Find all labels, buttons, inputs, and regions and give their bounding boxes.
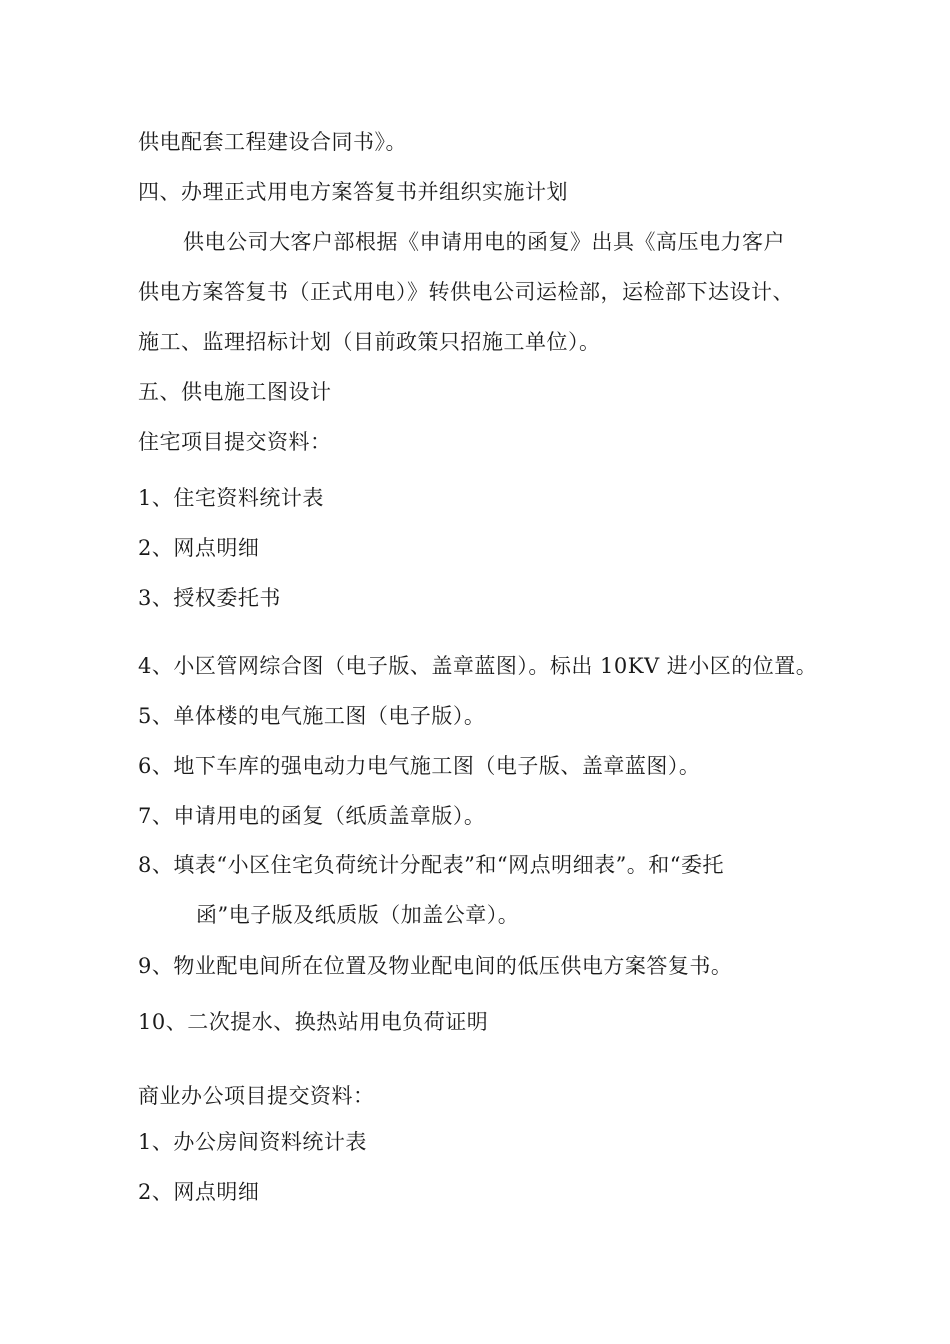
paragraph-line: 供电方案答复书（正式用电）》转供电公司运检部，运检部下达设计、 <box>138 280 794 304</box>
subheading: 住宅项目提交资料： <box>138 430 332 454</box>
list-item: 2、网点明细 <box>138 536 260 560</box>
list-item: 9、物业配电间所在位置及物业配电间的低压供电方案答复书。 <box>138 954 733 978</box>
section-heading: 五、供电施工图设计 <box>138 380 332 404</box>
list-item: 3、授权委托书 <box>138 586 281 610</box>
list-item: 5、单体楼的电气施工图（电子版）。 <box>138 704 486 728</box>
list-item: 7、申请用电的函复（纸质盖章版）。 <box>138 804 486 828</box>
subheading: 商业办公项目提交资料： <box>138 1084 375 1108</box>
paragraph-line: 供电公司大客户部根据《申请用电的函复》出具《高压电力客户 <box>183 230 785 254</box>
section-heading: 四、办理正式用电方案答复书并组织实施计划 <box>138 180 568 204</box>
list-item: 1、办公房间资料统计表 <box>138 1130 367 1154</box>
list-item-continuation: 函”电子版及纸质版（加盖公章）。 <box>196 903 520 927</box>
paragraph-line: 施工、监理招标计划（目前政策只招施工单位）。 <box>138 330 601 354</box>
list-item: 6、地下车库的强电动力电气施工图（电子版、盖章蓝图）。 <box>138 754 701 778</box>
list-item: 2、网点明细 <box>138 1180 260 1204</box>
list-item: 8、填表“小区住宅负荷统计分配表”和“网点明细表”。和“委托 <box>138 853 725 877</box>
list-item: 10、二次提水、换热站用电负荷证明 <box>138 1010 489 1034</box>
text-line: 供电配套工程建设合同书》。 <box>138 130 407 154</box>
list-item: 1、住宅资料统计表 <box>138 486 324 510</box>
list-item: 4、小区管网综合图（电子版、盖章蓝图）。标出 10KV 进小区的位置。 <box>138 654 818 678</box>
